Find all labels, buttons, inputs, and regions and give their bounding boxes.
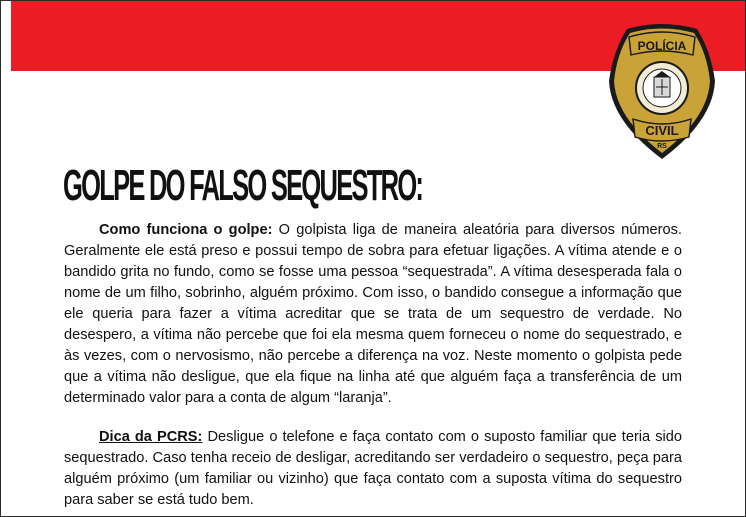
paragraph-lead: Dica da PCRS: xyxy=(99,429,203,445)
badge-state-text: RS xyxy=(657,143,667,150)
paragraph-how-it-works xyxy=(64,220,682,409)
policia-civil-badge-icon xyxy=(607,21,717,161)
badge-top-text: POLÍCIA xyxy=(637,39,687,53)
paragraph-lead: Como funciona o golpe: xyxy=(99,222,273,238)
paragraph-body: O golpista liga de maneira aleatória para diversos números. Geralmente ele está preso e possui tempo de sobra para efetuar ligações. A vítima atende e o bandido grita no fundo, como se fosse uma pessoa “sequestrada”. A vítima desesperada fala o nome de um filho, sobrinho, alguém próximo. Com isso, o bandido consegue a informação que ele queria para fazer a vítima acreditar que se trata de um sequestro de verdade. No desespero, a vítima não percebe que foi ela mesma quem forneceu o nome do sequestrado, e às vezes, com o nervosismo, não percebe a diferença na voz. Neste momento o golpista pede que a vítima não desligue, que ela fique na linha até que alguém faça a transferência de um determinado valor para a conta de algum “laranja”. xyxy=(64,222,682,406)
left-margin-strip xyxy=(1,1,11,516)
badge-bottom-text: CIVIL xyxy=(645,123,679,138)
page-title: GOLPE DO FALSO SEQUESTRO: xyxy=(63,161,423,210)
paragraph-body: Desligue o telefone e faça contato com o suposto familiar que teria sido sequestrado. Caso tenha receio de desligar, acreditando ser verdadeiro o sequestro, peça para alguém próximo (um familiar ou vizinho) que faça contato com a suposta vítima do sequestro para saber se está tudo bem. xyxy=(64,429,683,508)
paragraph-tip xyxy=(64,427,682,511)
